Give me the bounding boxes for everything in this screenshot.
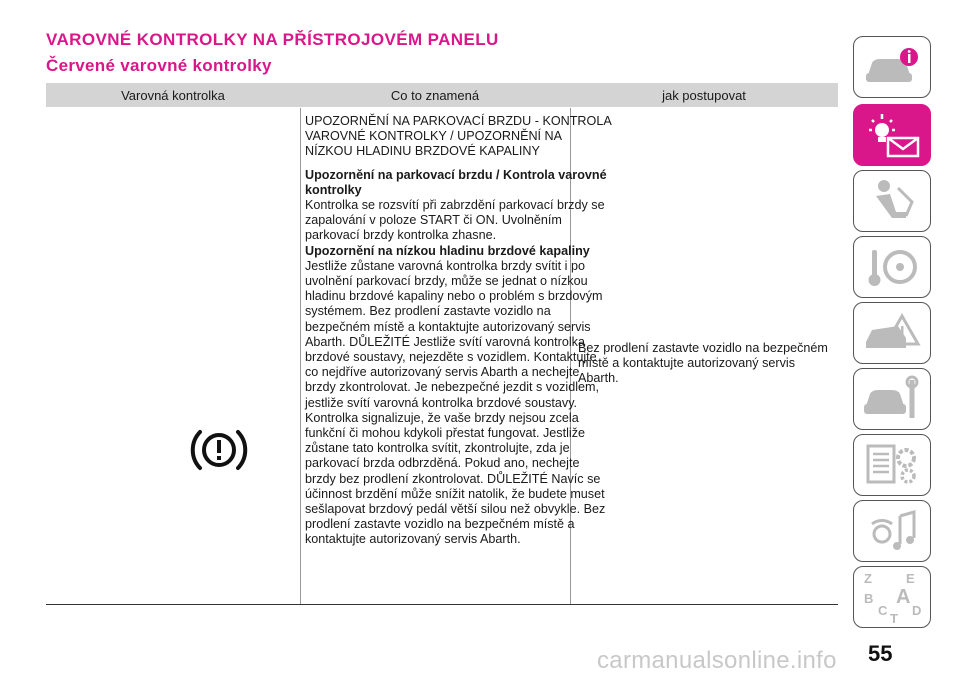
tab-car-info[interactable] xyxy=(853,36,931,98)
tab-car-maintenance[interactable] xyxy=(853,368,931,430)
header-action: jak postupovat xyxy=(662,87,746,103)
emergency-icon xyxy=(862,308,922,358)
section2-heading: Upozornění na nízkou hladinu brzdové kapaliny xyxy=(305,243,590,258)
table-row xyxy=(46,108,838,605)
tab-steering-key[interactable] xyxy=(853,236,931,298)
index-icon xyxy=(860,569,924,625)
tab-multimedia[interactable] xyxy=(853,500,931,562)
seat-safety-icon xyxy=(862,176,922,226)
index-letter: A xyxy=(896,586,911,608)
header-meaning: Co to znamená xyxy=(390,87,480,103)
tab-technical-data[interactable] xyxy=(853,434,931,496)
section1-text: Kontrolka se rozsvítí při zabrzdění parkovací brzdy se zapalování v poloze START či ON. Uvolněním parkovací brzdy kontrolka zhasne. xyxy=(305,198,605,243)
meaning-text xyxy=(305,114,612,548)
tab-emergency[interactable] xyxy=(853,302,931,364)
section1-heading: Upozornění na parkovací brzdu / Kontrola varovné kontrolky xyxy=(305,167,607,197)
car-info-icon xyxy=(862,45,922,89)
action-text: Bez prodlení zastavte vozidlo na bezpečném místě a kontaktujte autorizovaný servis Abarth. xyxy=(578,341,828,386)
brake-warning-icon xyxy=(184,420,254,480)
meaning-title: UPOZORNĚNÍ NA PARKOVACÍ BRZDU - KONTROLA VAROVNÉ KONTROLKY / UPOZORNĚNÍ NA NÍZKOU HLADINU BRZDOVÉ KAPALINY xyxy=(305,114,612,159)
warning-lights-icon xyxy=(860,110,924,160)
multimedia-icon xyxy=(862,506,922,556)
index-letter: D xyxy=(912,603,922,618)
section2-text: Jestliže zůstane varovná kontrolka brzdy svítit i po uvolnění parkovací brzdy, může se jednat o nízkou hladinu brzdové kapaliny nebo o problém s brzdovým systémem. Bez prodlení zastavte vozidlo na bezpečném místě a kontaktujte autorizovaný servis Abarth. DŮLEŽITÉ Jestliže svítí varovná kontrolka brzdové soustavy, nejezděte s vozidlem. Kontaktujte co nejdříve autorizovaný servis Abarth a nechejte brzdy zkontrolovat. Je nebezpečné jezdit s vozidlem, jestliže svítí varovná kontrolka brzdové soustavy. Kontrolka signalizuje, že vaše brzdy nejsou zcela funkční či mohou kdykoli přestat fungovat. Jestliže zůstane tato kontrolka svítit, zkontrolujte, zda je parkovací brzda odbrzděná. Pokud ano, nechejte brzdy bez prodlení zkontrolovat. DŮLEŽITÉ Navíc se účinnost brzdění může snížit natolik, že budete muset sešlapovat brzdový pedál větší silou než obvykle. Bez prodlení zastavte vozidlo na bezpečném místě a kontaktujte autorizovaný servis Abarth. xyxy=(305,258,606,547)
table-header xyxy=(46,83,838,107)
index-letter: Z xyxy=(864,571,872,586)
index-letter: C xyxy=(878,603,888,618)
watermark: carmanualsonline.info xyxy=(597,647,837,674)
page-number: 55 xyxy=(868,641,893,666)
tab-seat-safety[interactable] xyxy=(853,170,931,232)
header-warning-light: Varovná kontrolka xyxy=(121,87,225,103)
car-maintenance-icon xyxy=(862,374,922,424)
section-subheading: Červené varovné kontrolky xyxy=(46,56,272,75)
index-letter: B xyxy=(864,591,874,606)
technical-data-icon xyxy=(862,440,922,490)
page-heading: VAROVNÉ KONTROLKY NA PŘÍSTROJOVÉM PANELU xyxy=(46,30,499,49)
tab-warning-lights[interactable] xyxy=(853,104,931,166)
steering-key-icon xyxy=(862,242,922,292)
index-letter: T xyxy=(890,611,898,625)
index-letter: E xyxy=(906,571,915,586)
tab-index[interactable] xyxy=(853,566,931,628)
column-divider xyxy=(300,108,301,604)
